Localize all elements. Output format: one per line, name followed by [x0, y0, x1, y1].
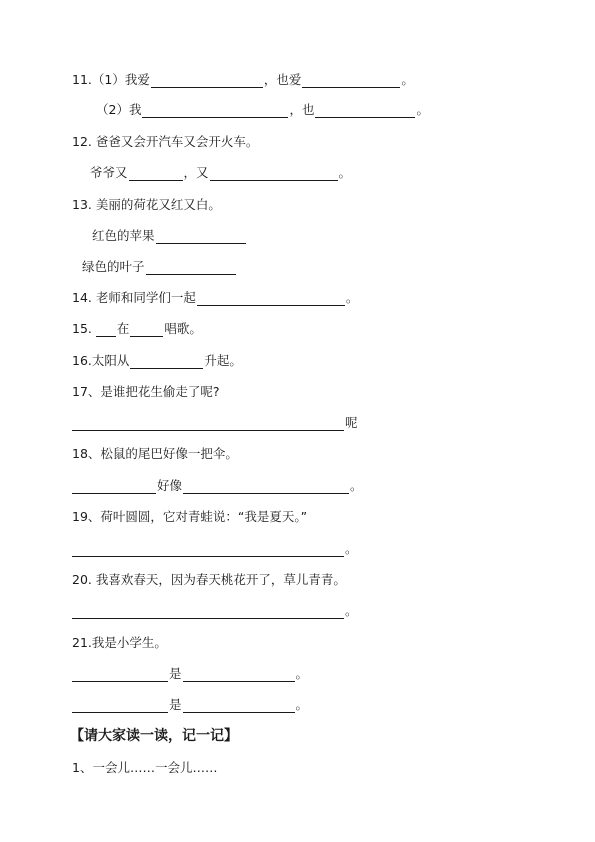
question-16	[72, 353, 242, 369]
q11a-end: 。	[401, 72, 414, 87]
section-heading: 【请大家读一读，记一记】	[70, 728, 238, 744]
q11b-end: 。	[416, 102, 429, 117]
q16-prefix: 16.太阳从	[72, 353, 130, 368]
answer-blank[interactable]	[142, 104, 288, 118]
q12a-prefix: 爷爷又	[90, 165, 128, 180]
question-18-answer	[72, 478, 363, 494]
q11a-mid: ，也爱	[263, 72, 302, 87]
q19a-end: 。	[345, 541, 358, 556]
read-item-1	[72, 760, 217, 776]
q20a-end: 。	[345, 603, 358, 618]
answer-blank[interactable]	[72, 605, 344, 619]
question-20	[72, 572, 346, 588]
q17a-end: 呢	[345, 415, 358, 430]
q13-text: 13. 美丽的荷花又红又白。	[72, 197, 221, 212]
q13a-prefix: 红色的苹果	[92, 228, 155, 243]
q12a-mid: ，又	[183, 165, 209, 180]
question-12	[72, 134, 258, 150]
q21b-end: 。	[295, 697, 309, 712]
q12a-end: 。	[338, 165, 352, 180]
q15-num: 15.	[72, 321, 92, 336]
question-11-part-2	[96, 102, 429, 118]
question-13-answer-2	[82, 259, 237, 275]
question-19	[72, 509, 307, 525]
q21b-mid: 是	[169, 697, 182, 712]
read-item-text: 1、一会儿……一会儿……	[72, 760, 218, 775]
q15-mid: 在	[116, 321, 130, 336]
question-11-part-1	[72, 72, 414, 88]
question-18	[72, 446, 238, 462]
answer-blank[interactable]	[151, 74, 263, 88]
q21a-end: 。	[295, 666, 309, 681]
question-21	[72, 635, 167, 651]
question-15	[72, 321, 202, 337]
answer-blank[interactable]	[130, 323, 163, 337]
q21-text: 21.我是小学生。	[72, 635, 167, 650]
q18a-end: 。	[350, 478, 363, 493]
q11b-prefix: （2）我	[96, 102, 142, 117]
answer-blank[interactable]	[315, 104, 415, 118]
question-12-answer	[90, 165, 351, 181]
answer-blank[interactable]	[210, 167, 338, 181]
q14-end: 。	[345, 290, 359, 305]
answer-blank[interactable]	[130, 355, 203, 369]
question-19-answer	[72, 541, 358, 557]
answer-blank[interactable]	[96, 323, 116, 337]
q11a-prefix: 11.（1）我爱	[72, 72, 150, 87]
q17-text: 17、是谁把花生偷走了呢?	[72, 384, 220, 399]
q20-text: 20. 我喜欢春天，因为春天桃花开了，草儿青青。	[72, 572, 346, 587]
question-13	[72, 197, 221, 213]
answer-blank[interactable]	[183, 480, 349, 494]
answer-blank[interactable]	[72, 543, 344, 557]
answer-blank[interactable]	[183, 699, 295, 713]
answer-blank[interactable]	[72, 417, 344, 431]
q16-end: 升起。	[204, 353, 242, 368]
q13b-prefix: 绿色的叶子	[82, 259, 145, 274]
q19-text: 19、荷叶圆圆，它对青蛙说：“我是夏天。”	[72, 509, 308, 524]
question-17-answer	[72, 415, 358, 431]
q12-text: 12. 爸爸又会开汽车又会开火车。	[72, 134, 259, 149]
answer-blank[interactable]	[129, 167, 183, 181]
question-20-answer	[72, 603, 358, 619]
question-14	[72, 290, 358, 306]
q21a-mid: 是	[169, 666, 182, 681]
q18-text: 18、松鼠的尾巴好像一把伞。	[72, 446, 238, 461]
answer-blank[interactable]	[72, 699, 168, 713]
question-21-answer-1	[72, 666, 308, 682]
question-17	[72, 384, 220, 400]
q14-prefix: 14. 老师和同学们一起	[72, 290, 196, 305]
answer-blank[interactable]	[302, 74, 400, 88]
question-21-answer-2	[72, 697, 308, 713]
answer-blank[interactable]	[183, 668, 295, 682]
question-13-answer-1	[92, 228, 247, 244]
answer-blank[interactable]	[72, 480, 156, 494]
q11b-mid: ，也	[289, 102, 315, 117]
answer-blank[interactable]	[146, 261, 236, 275]
q18a-mid: 好像	[157, 478, 183, 493]
answer-blank[interactable]	[197, 292, 345, 306]
q15-end: 唱歌。	[164, 321, 202, 336]
answer-blank[interactable]	[156, 230, 246, 244]
answer-blank[interactable]	[72, 668, 168, 682]
